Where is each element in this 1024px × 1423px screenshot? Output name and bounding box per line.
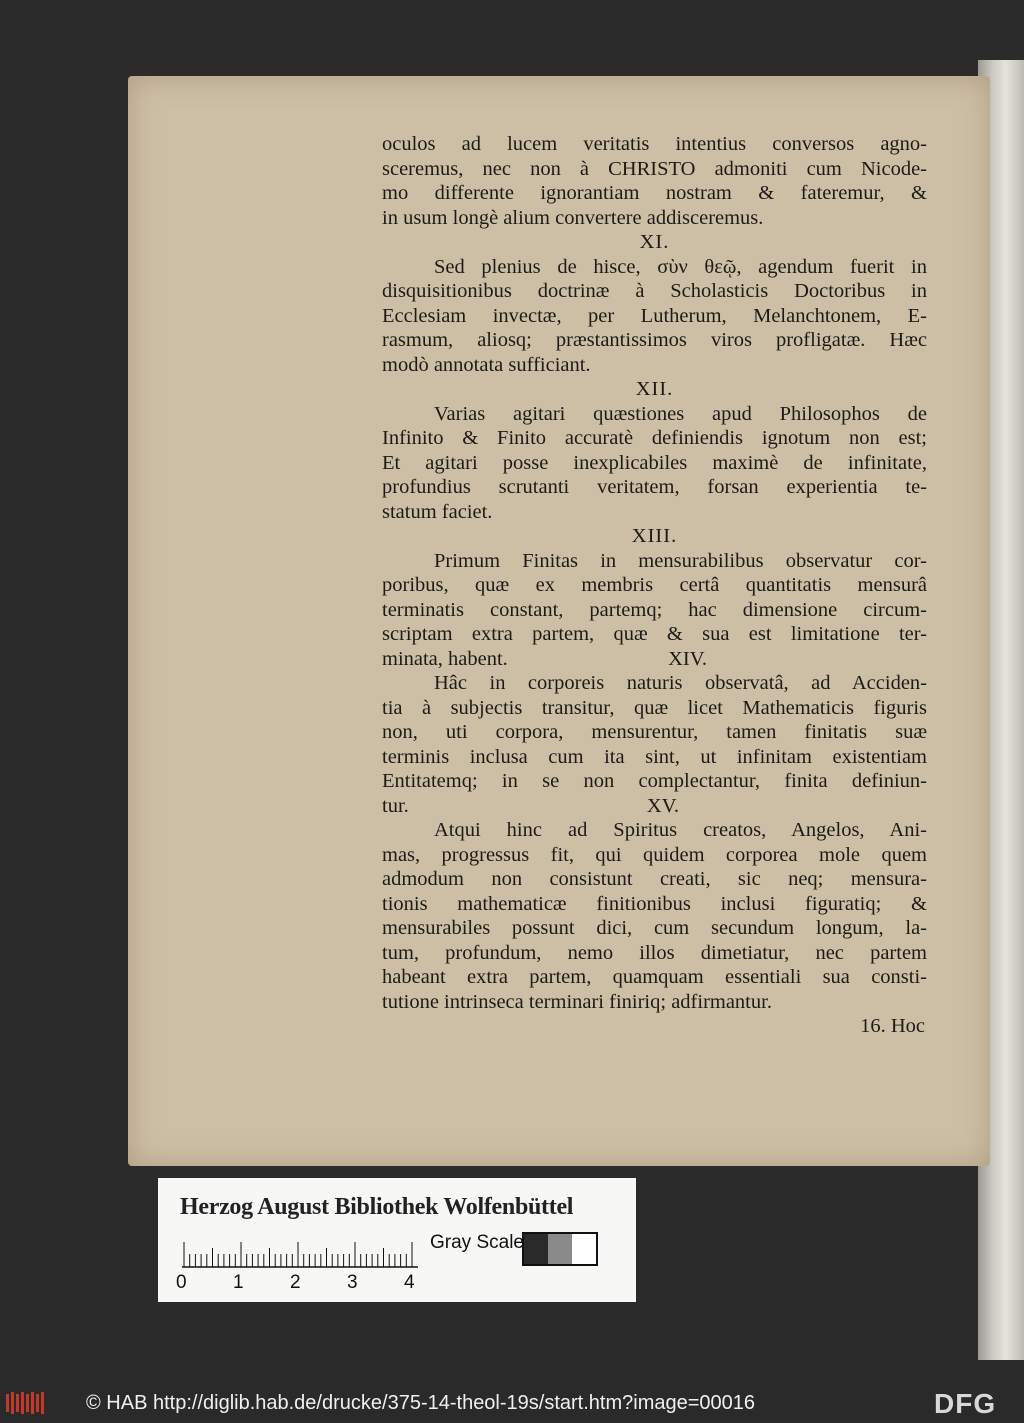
- text-line: poribus, quæ ex membris certâ quantitatis mensurâ: [382, 574, 927, 596]
- page-text: [382, 132, 927, 1039]
- library-logo-icon: [6, 1390, 46, 1416]
- text-line-end: tur.: [382, 794, 409, 817]
- text-line: tutione intrinseca terminari finiriq; adfirmantur.: [382, 990, 772, 1013]
- ruler-number: 0: [176, 1272, 187, 1293]
- gray-swatch-dark: [524, 1234, 548, 1264]
- text-line: modò annotata sufficiant.: [382, 353, 591, 376]
- ruler: [182, 1238, 422, 1268]
- text-line: tionis mathematicæ finitionibus inclusi figuratiq; &: [382, 892, 927, 915]
- library-scale-card: [158, 1178, 636, 1302]
- section-heading-xiii: XIII.: [631, 525, 678, 547]
- gray-swatch-mid: [548, 1234, 572, 1264]
- text-line: Entitatemq; in se non complectantur, finita definiun-: [382, 770, 927, 792]
- text-line: profundius scrutanti veritatem, forsan experientia te-: [382, 476, 927, 498]
- text-line: Primum Finitas in mensurabilibus observatur cor-: [434, 549, 927, 572]
- text-line: tia à subjectis transitur, quæ licet Mathematicis figuris: [382, 696, 927, 719]
- text-line: [382, 794, 927, 819]
- text-line: Et agitari posse inexplicabiles maximè de infinitate,: [382, 451, 927, 474]
- text-line: non, uti corpora, mensurentur, tamen finitatis suæ: [382, 721, 927, 743]
- text-line: [382, 647, 927, 672]
- ruler-number: 3: [347, 1272, 358, 1293]
- text-line: Atqui hinc ad Spiritus creatos, Angelos, Ani-: [434, 819, 927, 841]
- gray-scale-label: Gray Scale: [430, 1232, 524, 1253]
- text-line: mas, progressus fit, qui quidem corporea mole quem: [382, 843, 927, 866]
- library-name: Herzog August Bibliothek Wolfenbüttel: [180, 1194, 574, 1220]
- text-line: habeant extra partem, quamquam essentiali sua consti-: [382, 966, 927, 988]
- text-line: Varias agitari quæstiones apud Philosophos de: [434, 402, 927, 425]
- dfg-logo: DFG: [934, 1388, 997, 1419]
- text-line: statum faciet.: [382, 500, 493, 523]
- text-line: mo differente ignorantiam nostram & fateremur, &: [382, 182, 927, 204]
- text-line: tum, profundum, nemo illos dimetiatur, nec partem: [382, 941, 927, 964]
- copyright-url[interactable]: © HAB http://diglib.hab.de/drucke/375-14-theol-19s/start.htm?image=00016: [86, 1392, 756, 1414]
- footer-bar: [0, 1384, 1024, 1423]
- ruler-number: 2: [290, 1272, 301, 1293]
- text-line: Sed plenius de hisce, σὺν θεῷ, agendum fuerit in: [434, 255, 927, 278]
- text-line: admodum non consistunt creati, sic neq; mensura-: [382, 868, 927, 890]
- text-line: disquisitionibus doctrinæ à Scholasticis Doctoribus in: [382, 280, 927, 302]
- text-line: terminis inclusa cum ita sint, ut infinitam existentiam: [382, 745, 927, 768]
- text-line: Ecclesiam invectæ, per Lutherum, Melanchtonem, E-: [382, 304, 927, 327]
- text-line: in usum longè alium convertere addisceremus.: [382, 206, 764, 229]
- text-line: scriptam extra partem, quæ & sua est limitatione ter-: [382, 623, 927, 645]
- gray-swatch-light: [572, 1234, 596, 1264]
- section-heading-xii: XII.: [635, 378, 674, 400]
- text-line: sceremus, nec non à CHRISTO admoniti cum Nicode-: [382, 157, 927, 180]
- text-line: mensurabiles possunt dici, cum secundum longum, la-: [382, 917, 927, 939]
- text-line: oculos ad lucem veritatis intentius conversos agno-: [382, 133, 927, 155]
- text-line: Hâc in corporeis naturis observatâ, ad Acciden-: [434, 672, 927, 694]
- catchword: 16. Hoc: [860, 1015, 925, 1037]
- ruler-number: 4: [404, 1272, 415, 1293]
- ruler-number: 1: [233, 1272, 244, 1293]
- section-heading-xiv: XIV.: [668, 647, 707, 670]
- section-heading-xi: XI.: [639, 231, 670, 253]
- text-line: rasmum, aliosq; præstantissimos viros profligatæ. Hæc: [382, 329, 927, 351]
- text-line-end: minata, habent.: [382, 647, 508, 670]
- gray-scale-swatches: [522, 1232, 598, 1266]
- text-line: Infinito & Finito accuratè definiendis ignotum non est;: [382, 427, 927, 449]
- section-heading-xv: XV.: [646, 794, 679, 817]
- text-line: terminatis constant, partemq; hac dimensione circum-: [382, 598, 927, 621]
